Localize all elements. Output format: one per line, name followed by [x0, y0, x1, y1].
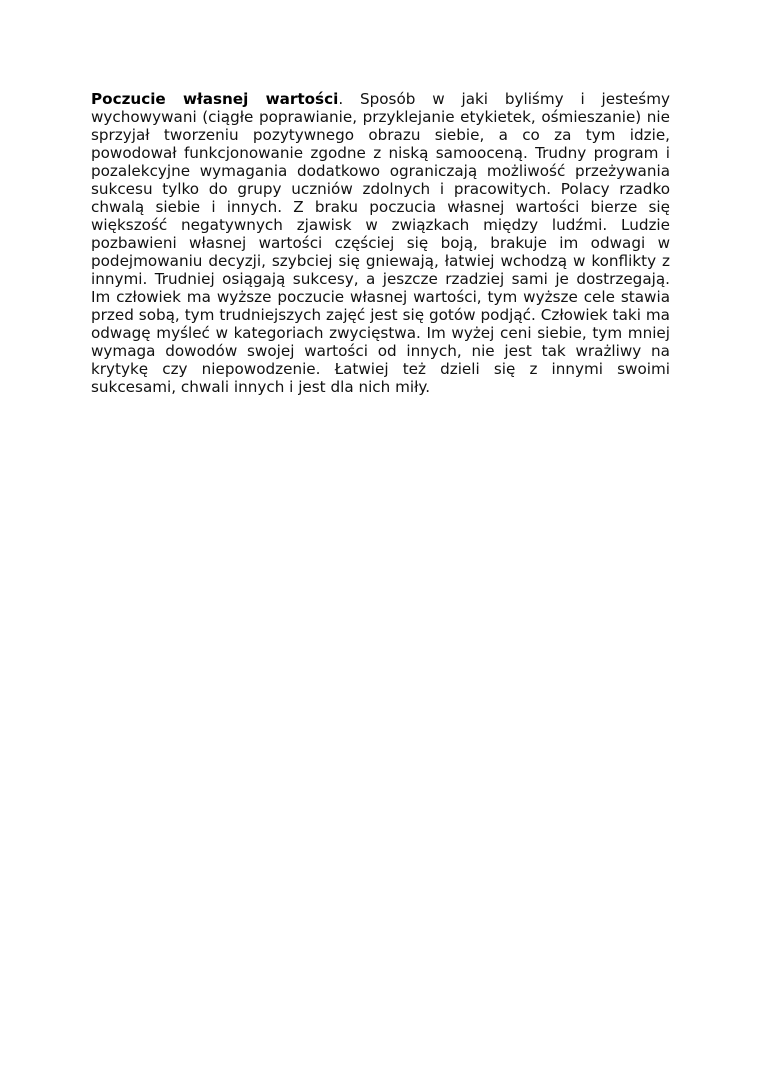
bold-term: Poczucie własnej wartości: [91, 90, 339, 108]
paragraph-text: . Sposób w jaki byliśmy i jesteśmy wychowywani (ciągłe poprawianie, przyklejanie etykietek, ośmieszanie) nie sprzyjał tworzeniu pozytywnego obrazu siebie, a co za tym idzie, powodował funkcjonowanie zgodne z niską samooceną. Trudny program i pozalekcyjne wymagania dodatkowo ograniczają możliwość przeżywania sukcesu tylko do grupy uczniów zdolnych i pracowitych. Polacy rzadko chwalą siebie i innych. Z braku poczucia własnej wartości bierze się większość negatywnych zjawisk w związkach między ludźmi. Ludzie pozbawieni własnej wartości częściej się boją, brakuje im odwagi w podejmowaniu decyzji, szybciej się gniewają, łatwiej wchodzą w konflikty z innymi. Trudniej osiągają sukcesy, a jeszcze rzadziej sami je dostrzegają. Im człowiek ma wyższe poczucie własnej wartości, tym wyższe cele stawia przed sobą, tym trudniejszych zajęć jest się gotów podjąć. Człowiek taki ma odwagę myśleć w kategoriach zwycięstwa. Im wyżej ceni siebie, tym mniej wymaga dowodów swojej wartości od innych, nie jest tak wrażliwy na krytykę czy niepowodzenie. Łatwiej też dzieli się z innymi swoimi sukcesami, chwali innych i jest dla nich miły.: [91, 90, 670, 396]
body-paragraph: [91, 90, 670, 396]
